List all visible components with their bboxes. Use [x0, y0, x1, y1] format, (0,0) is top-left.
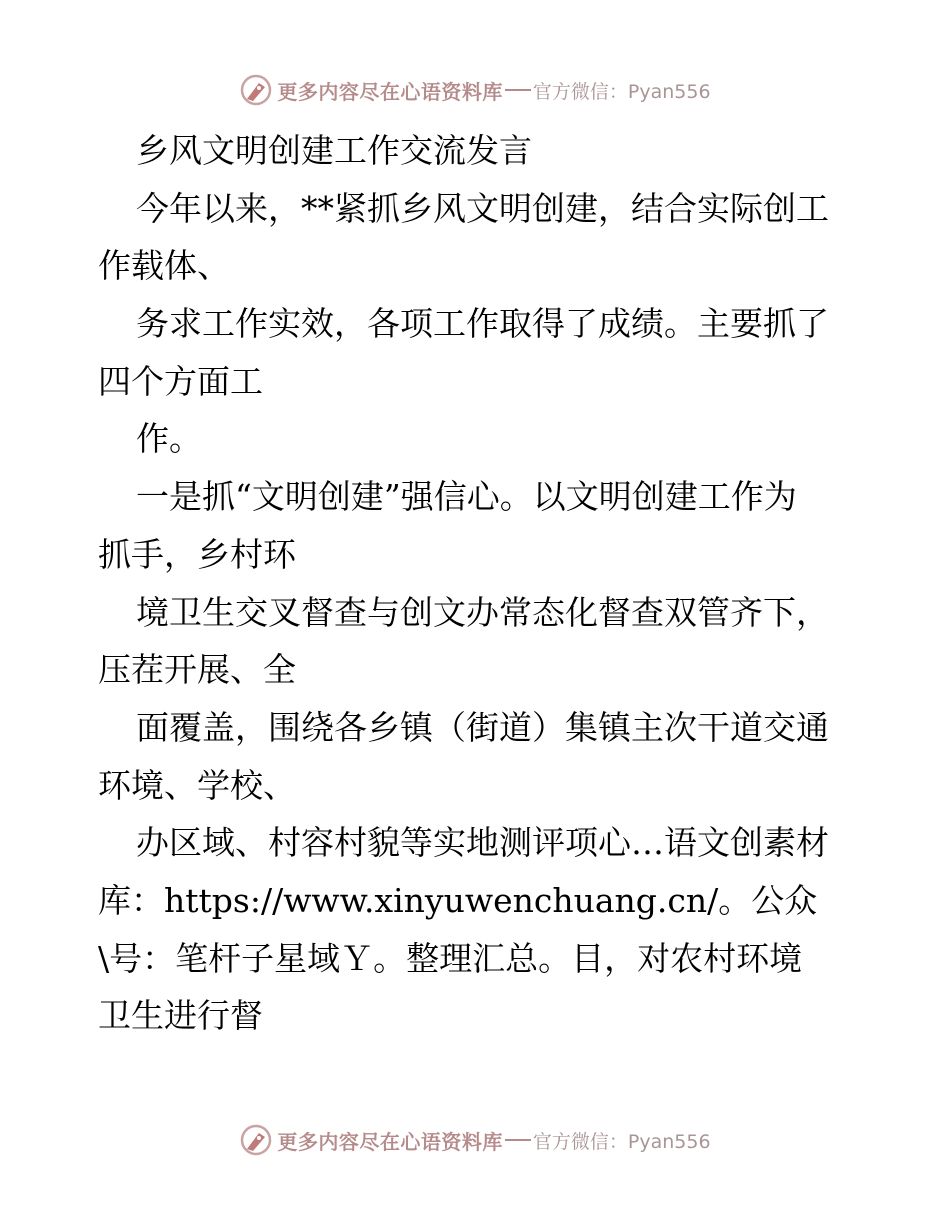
text-line: 面覆盖，围绕各乡镇（街道）集镇主次干道交通 [136, 707, 829, 747]
pen-nib-logo-icon [239, 1123, 273, 1157]
watermark-sub-text: 官方微信：Pyan556 [532, 1130, 711, 1153]
text-line: 办区域、村容村貌等实地测评项心…语文创素材 [136, 823, 829, 863]
document-title: 乡风文明创建工作交流发言 [136, 131, 532, 170]
watermark-header [0, 70, 950, 110]
text-line: 一是抓“文明创建”强信心。以文明创建工作为 [136, 477, 797, 517]
watermark-main-text: 更多内容尽在心语资料库 [277, 79, 503, 104]
text-line: 作。 [136, 419, 202, 459]
text-line: \号：笔杆子星域Ｙ。整理汇总。目，对农村环境 [98, 938, 803, 978]
text-line: 压茬开展、全 [98, 650, 296, 690]
text-line: 环境、学校、 [98, 765, 296, 805]
text-line: 库：https://www.xinyuwenchuang.cn/。公众 [98, 880, 818, 920]
text-line: 作载体、 [98, 246, 230, 286]
document-body [98, 122, 858, 1045]
text-line: 今年以来，**紧抓乡风文明创建，结合实际创工 [136, 188, 829, 228]
watermark-dash [505, 89, 531, 91]
text-line: 四个方面工 [98, 361, 263, 401]
text-line: 境卫生交叉督查与创文办常态化督查双管齐下， [136, 592, 829, 632]
watermark-footer [0, 1120, 950, 1160]
watermark-sub-text: 官方微信：Pyan556 [532, 80, 711, 103]
pen-nib-logo-icon [239, 73, 273, 107]
watermark-dash [505, 1139, 531, 1141]
text-line: 抓手，乡村环 [98, 534, 296, 574]
watermark-main-text: 更多内容尽在心语资料库 [277, 1129, 503, 1154]
text-line: 卫生进行督 [98, 996, 263, 1036]
text-line: 务求工作实效，各项工作取得了成绩。主要抓了 [136, 304, 829, 344]
